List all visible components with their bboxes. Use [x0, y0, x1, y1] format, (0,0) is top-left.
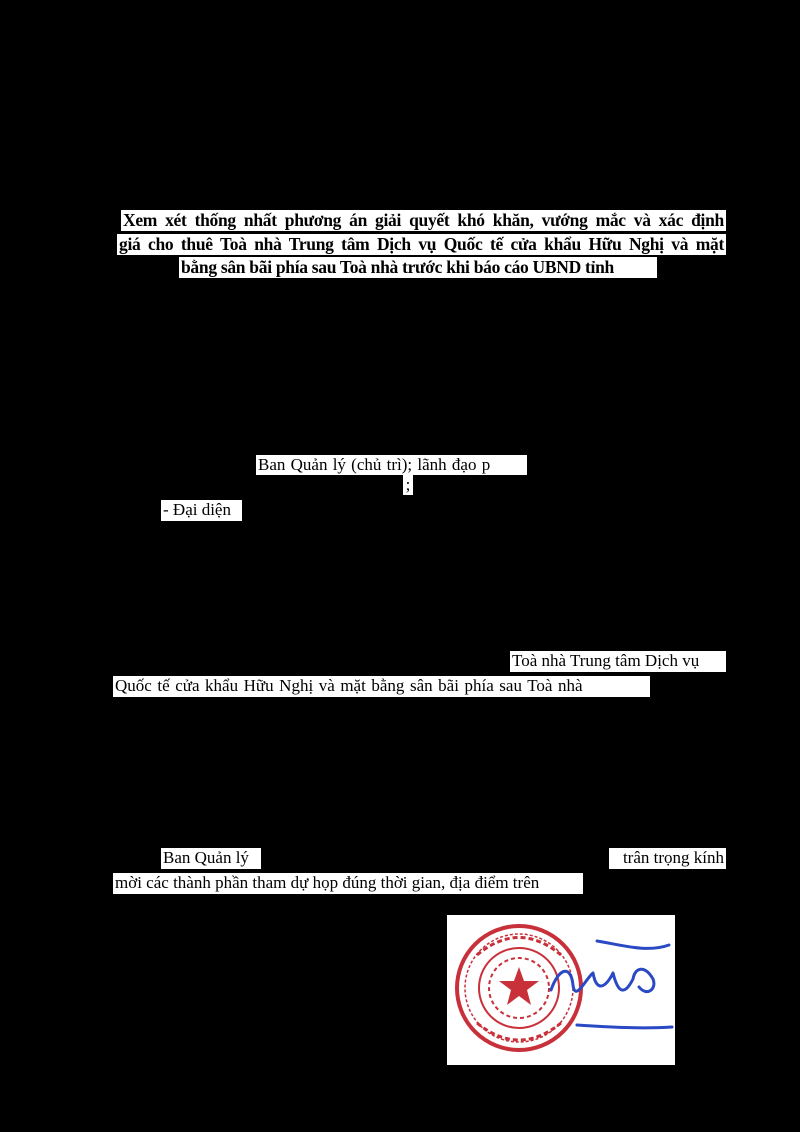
attendees-line-3: - Đại diện: [161, 500, 242, 521]
title-line-2: giá cho thuê Toà nhà Trung tâm Dịch vụ Quốc tế cửa khẩu Hữu Nghị và mặt: [119, 234, 724, 254]
content-line-1: Toà nhà Trung tâm Dịch vụ: [510, 651, 726, 672]
title-line-3: bằng sân bãi phía sau Toà nhà trước khi báo cáo UBND tỉnh: [179, 257, 657, 278]
closing-line-1-left: Ban Quản lý: [161, 848, 261, 869]
attendees-line-1: Ban Quản lý (chủ trì); lãnh đạo p: [256, 455, 527, 475]
content-line-2: Quốc tế cửa khẩu Hữu Nghị và mặt bằng sân bãi phía sau Toà nhà: [113, 676, 650, 697]
closing-line-1-right: trân trọng kính: [609, 848, 726, 869]
attendees-line-2: ;: [403, 475, 413, 495]
title-line-1: Xem xét thống nhất phương án giải quyết khó khăn, vướng mắc và xác định: [123, 210, 724, 230]
closing-line-2: mời các thành phần tham dự họp đúng thời gian, địa điểm trên: [113, 873, 583, 894]
official-seal-with-signature: [447, 915, 675, 1065]
